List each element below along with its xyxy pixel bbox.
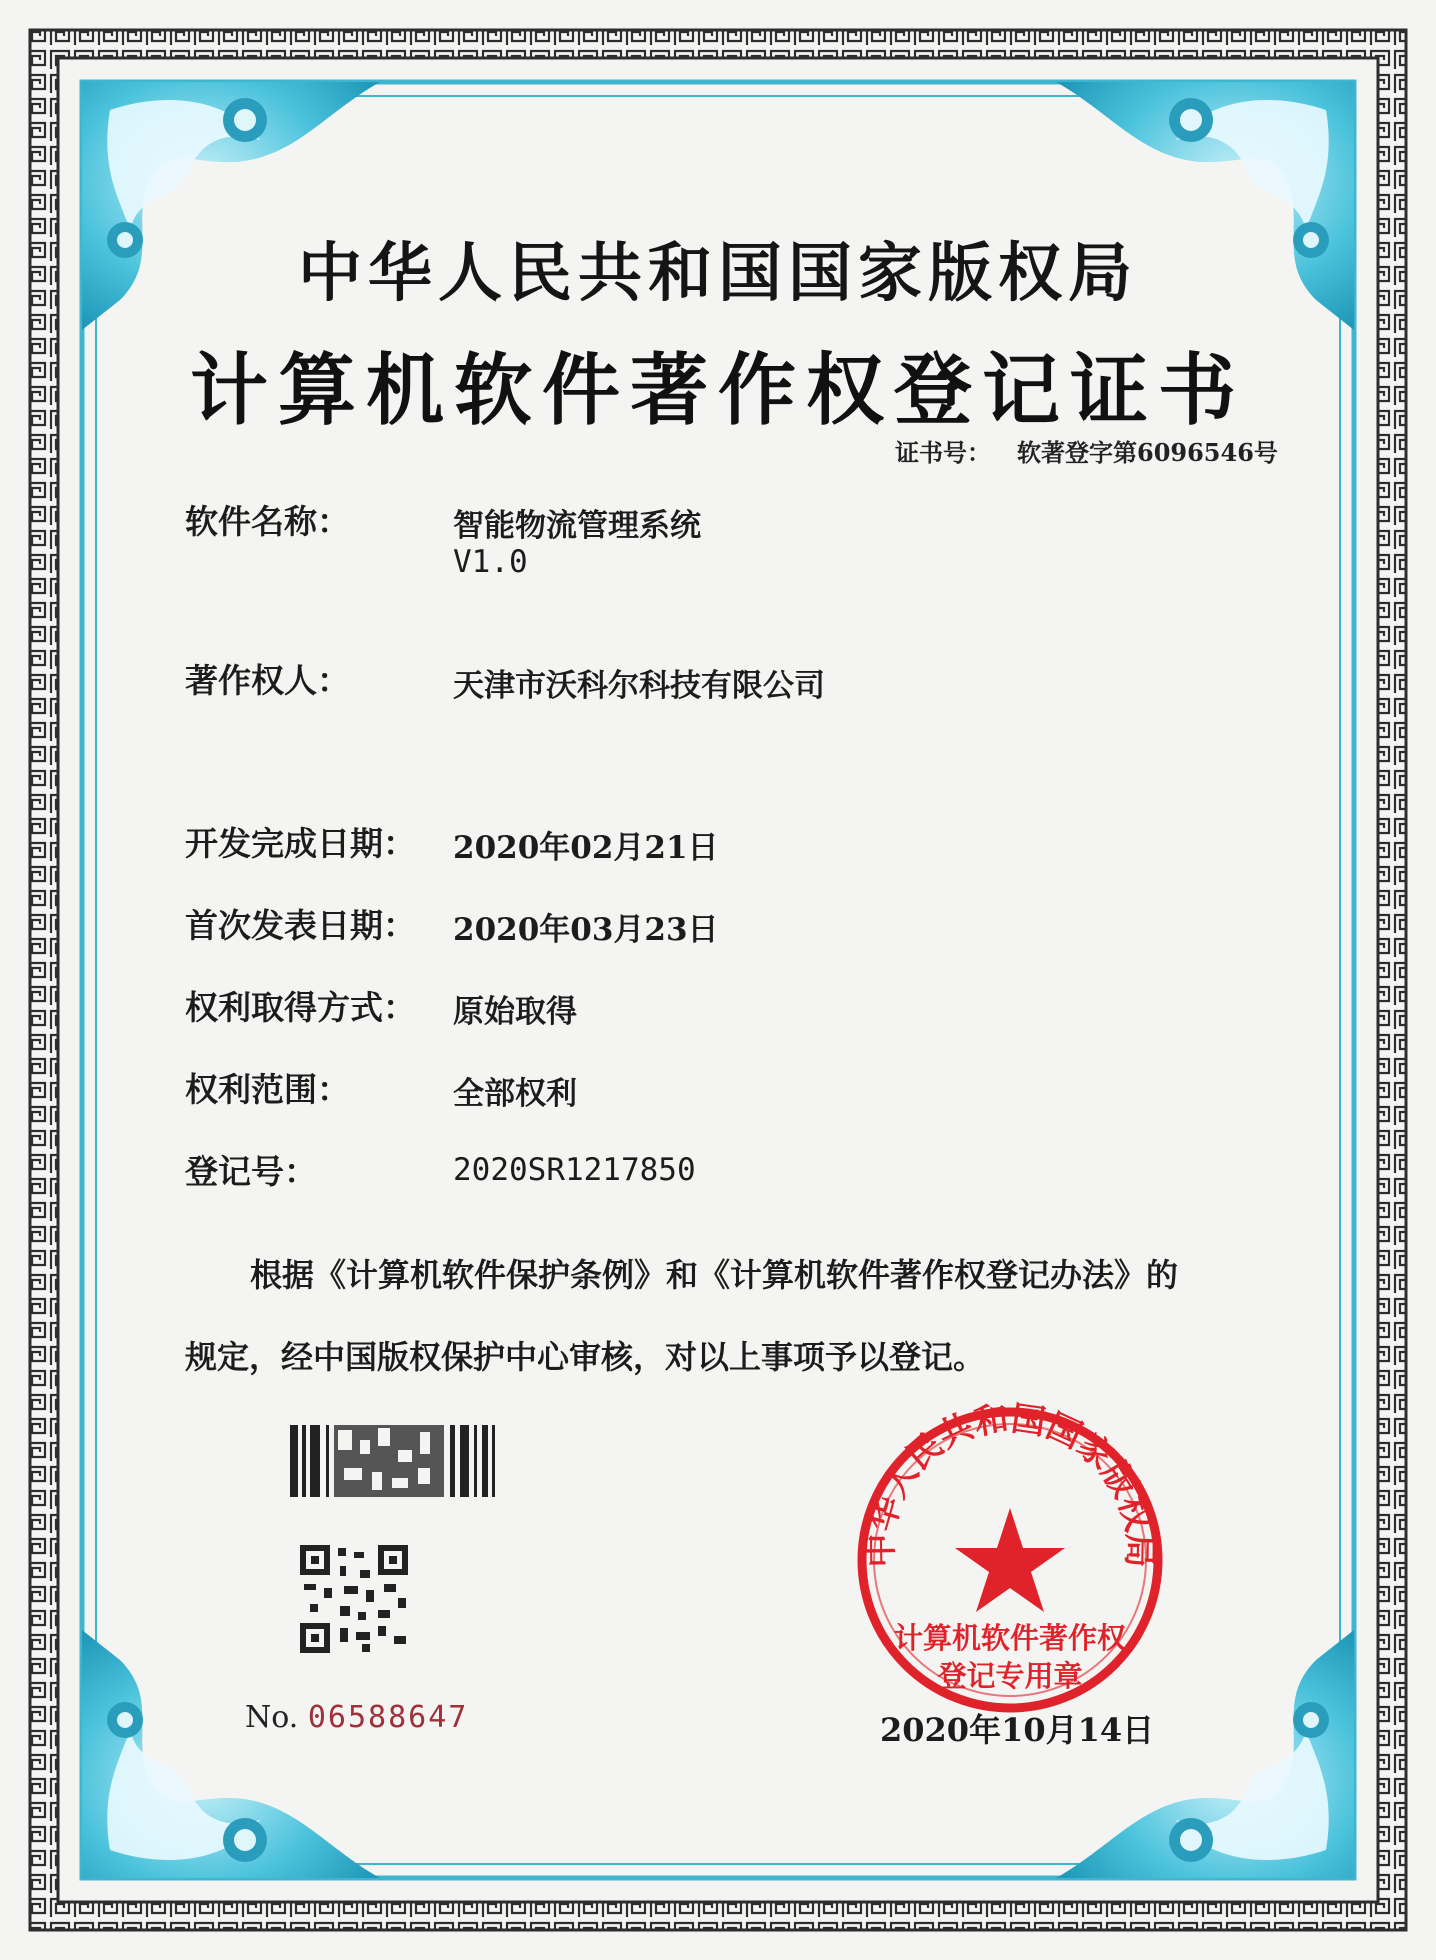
seal-inner-line1: 计算机软件著作权 [893, 1621, 1127, 1655]
dev-completion-date-value: 2020年02月21日 [453, 830, 719, 866]
seal-outer-text: 中华人民共和国国家版权局 [860, 1398, 1160, 1568]
dev-completion-date-label: 开发完成日期： [185, 824, 416, 863]
serial-number [245, 1700, 468, 1735]
issuer-heading: 中华人民共和国国家版权局 [298, 236, 1138, 311]
copyright-owner-value: 天津市沃科尔科技有限公司 [453, 668, 825, 704]
issue-date: 2020年10月14日 [880, 1711, 1155, 1749]
certificate-title: 计算机软件著作权登记证书 [189, 345, 1246, 436]
first-publication-date-value: 2020年03月23日 [453, 912, 719, 948]
seal-inner-line2: 登记专用章 [937, 1659, 1083, 1693]
qr-code-icon [300, 1545, 408, 1653]
software-name-value: 智能物流管理系统 [453, 508, 701, 544]
statement-line1: 根据《计算机软件保护条例》和《计算机软件著作权登记办法》的 [250, 1256, 1179, 1294]
software-version-value: V1.0 [453, 544, 528, 580]
software-name-label: 软件名称： [185, 502, 350, 541]
certificate-number-label: 证书号： [895, 438, 991, 467]
serial-prefix: No. [245, 1700, 299, 1735]
acquisition-method-label: 权利取得方式： [185, 988, 416, 1027]
acquisition-method-value: 原始取得 [453, 994, 577, 1030]
serial-number-value: 06588647 [307, 1700, 469, 1735]
rights-scope-value: 全部权利 [453, 1076, 577, 1112]
statement-line2: 规定，经中国版权保护中心审核，对以上事项予以登记。 [185, 1338, 986, 1376]
registration-no-value: 2020SR1217850 [453, 1152, 696, 1188]
certificate-number [895, 433, 1278, 468]
copyright-owner-label: 著作权人： [185, 661, 350, 700]
first-publication-date-label: 首次发表日期： [185, 906, 416, 945]
registration-no-label: 登记号： [185, 1152, 317, 1191]
rights-scope-label: 权利范围： [185, 1070, 350, 1109]
certificate-number-value: 软著登字第6096546号 [1017, 438, 1278, 467]
